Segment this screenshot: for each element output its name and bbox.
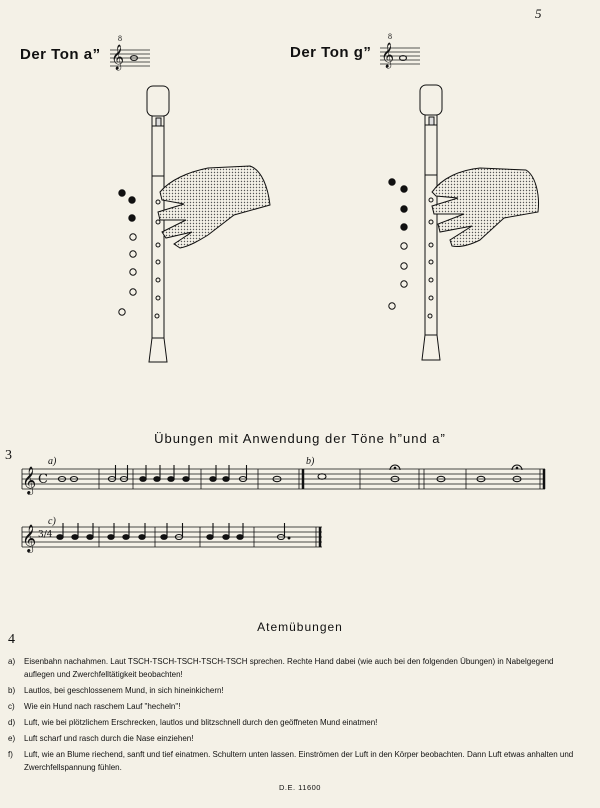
staff-1 xyxy=(22,469,545,489)
exercise-number: 3 xyxy=(5,448,12,463)
tone-title-g: Der Ton g” xyxy=(290,44,372,61)
octave-mark: 8 xyxy=(118,34,122,43)
breathing-number: 4 xyxy=(8,632,15,647)
publisher-code: D.E. 11600 xyxy=(279,783,321,792)
list-item: a) Eisenbahn nachahmen. Laut TSCH-TSCH-TSCH-TSCH-TSCH sprechen. Rechte Hand dabei (wie auch bei den folgenden Übungen) in Nabelgegend auflegen und Zwerchfelltätigkeit beobachten! xyxy=(8,657,554,679)
list-item: b) Lautlos, bei geschlossenem Mund, in sich hineinkichern! xyxy=(8,686,224,695)
treble-clef-icon: 𝄞 xyxy=(22,466,37,494)
exercise-label-c: c) xyxy=(48,516,56,527)
tone-title-a: Der Ton a” xyxy=(20,46,101,63)
exercise-label-b: b) xyxy=(306,456,315,467)
list-item: d) Luft, wie bei plötzlichem Erschrecken, lautlos und blitzschnell durch den geöffneten Mund einatmen! xyxy=(8,718,378,727)
time-signature-c: C xyxy=(38,472,48,487)
breathing-title: Atemübungen xyxy=(257,620,343,634)
list-item: c) Wie ein Hund nach raschem Lauf "hecheln"! xyxy=(8,702,181,711)
treble-clef-icon: 𝄞 xyxy=(22,524,37,552)
list-item: f) Luft, wie an Blume riechend, sanft und tief einatmen. Schultern unten lassen. Einströmen der Luft in den Körper beobachten. Dann Luft etwas anhalten und Zwerchfellspannung fühlen. xyxy=(8,750,574,772)
exercises-title: Übungen mit Anwendung der Töne h”und a” xyxy=(154,431,446,446)
time-signature-3-4: 3/4 xyxy=(38,530,53,540)
list-item: e) Luft scharf und rasch durch die Nase einziehen! xyxy=(8,734,194,743)
treble-clef-icon: 𝄞 xyxy=(381,43,395,68)
breathing-list xyxy=(8,655,580,777)
page-number: 5 xyxy=(535,6,542,21)
exercise-label-a: a) xyxy=(48,456,57,467)
octave-mark: 8 xyxy=(388,32,392,41)
treble-clef-icon: 𝄞 xyxy=(111,45,125,70)
